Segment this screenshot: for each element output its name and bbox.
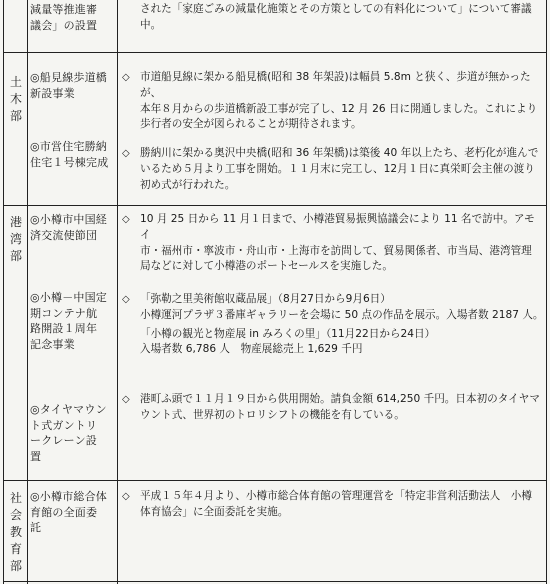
item-line: ト式ガントリ bbox=[30, 418, 98, 432]
diamond-bullet-icon: ◇ bbox=[122, 294, 130, 305]
desc-katsunai-housing bbox=[122, 146, 544, 193]
desc-line: 本年８月からの歩道橋新設工事が完了し、12 月 26 日に開通しました。これにより bbox=[140, 102, 538, 115]
diamond-bullet-icon: ◇ bbox=[122, 491, 130, 502]
row-divider-2 bbox=[3, 205, 547, 206]
dept-social-education bbox=[3, 490, 29, 575]
dept-char: 部 bbox=[9, 249, 22, 263]
dept-char: 土 bbox=[9, 75, 22, 89]
item-china-delegation bbox=[30, 212, 116, 243]
item-line: ◎小樽市中国経 bbox=[30, 213, 107, 226]
item-line: ◎小樽市総合体 bbox=[30, 490, 107, 503]
item-line: 路開設１周年 bbox=[30, 322, 98, 335]
dept-char: 部 bbox=[9, 559, 22, 573]
desc-line: 局などに対して小樽港のポートセールスを実施した。 bbox=[140, 260, 393, 273]
desc-funami-footbridge bbox=[122, 70, 544, 133]
item-funami-footbridge bbox=[30, 70, 116, 101]
row-divider-1 bbox=[3, 52, 547, 53]
item-line: 住宅１号棟完成 bbox=[30, 155, 109, 169]
table-border-bottom bbox=[3, 581, 547, 582]
dept-char: 港 bbox=[9, 215, 22, 229]
dept-char: 木 bbox=[9, 92, 22, 106]
item-gantry-crane bbox=[30, 402, 116, 464]
desc-line: された「家庭ごみの減量化施策とその方策としての有料化について」について審議 bbox=[140, 3, 532, 15]
desc-line: 小樽運河プラザ３番庫ギャラリーを会場に 50 点の作品を展示。入場者数 2187 人。 bbox=[140, 308, 544, 321]
diamond-bullet-icon: ◇ bbox=[122, 394, 130, 405]
row-divider-3 bbox=[3, 480, 547, 481]
desc-line: 「小樽の観光と物産展 in みろくの里」（11月22日から24日） bbox=[140, 327, 436, 340]
item-line: 置 bbox=[30, 449, 42, 463]
dept-char: 社 bbox=[9, 491, 22, 505]
item-line: 新設事業 bbox=[30, 86, 75, 100]
desc-line: 歩行者の安全が図られることが期待されます。 bbox=[140, 118, 362, 131]
item-container-route-anniversary bbox=[30, 290, 116, 352]
desc-line: いるため５月より工事を開始。１１月末に完工し、12月１日に真栄町会主催の渡り bbox=[140, 162, 535, 175]
desc-container-route-anniversary bbox=[122, 292, 544, 358]
column-divider-item bbox=[117, 0, 118, 584]
diamond-bullet-icon: ◇ bbox=[122, 72, 130, 83]
item-waste-council bbox=[30, 2, 116, 33]
item-line: ◎船見線歩道橋 bbox=[30, 71, 107, 84]
desc-line: 勝納川に架かる奥沢中央橋(昭和 36 年架橋)は築後 40 年以上たち、老朽化が進んで bbox=[140, 147, 539, 159]
item-katsunai-housing bbox=[30, 139, 116, 170]
desc-china-delegation bbox=[122, 212, 544, 275]
desc-line: 市道船見線に架かる船見橋(昭和 38 年架設)は幅員 5.8m と狭く、歩道が無かったが、 bbox=[140, 71, 531, 99]
item-line: ◎市営住宅勝納 bbox=[30, 140, 107, 153]
dept-char: 教 bbox=[9, 525, 22, 539]
item-line: ◎小樽－中国定 bbox=[30, 291, 107, 304]
desc-line: 「弥勒之里美術館収蔵品展」（8月27日から9月6日） bbox=[140, 293, 391, 305]
item-line: 済交流使節団 bbox=[30, 228, 98, 242]
dept-char: 会 bbox=[9, 508, 22, 522]
item-line: ークレーン設 bbox=[30, 434, 97, 447]
item-line: 期コンテナ航 bbox=[30, 306, 98, 320]
item-line: 記念事業 bbox=[30, 337, 75, 351]
dept-char: 湾 bbox=[9, 232, 22, 246]
dept-civil-engineering bbox=[3, 74, 29, 125]
dept-port-harbor bbox=[3, 214, 29, 265]
desc-gymnasium-outsourcing bbox=[122, 489, 544, 521]
desc-line: 市・福州市・寧波市・舟山市・上海市を訪問して、貿易関係者、市当局、港湾管理 bbox=[140, 244, 532, 257]
item-line: 育館の全面委 bbox=[30, 505, 98, 519]
item-line: 託 bbox=[30, 521, 42, 534]
table-border-right bbox=[546, 0, 547, 584]
desc-line: 初め式が行われた。 bbox=[140, 178, 236, 191]
item-line: 減量等推進審 bbox=[30, 3, 98, 16]
desc-waste-council bbox=[140, 2, 546, 34]
desc-line: 港町ふ頭で１１月１９日から供用開始。請負金額 614,250 千円。日本初のタイヤマ bbox=[140, 393, 540, 405]
item-gymnasium-outsourcing bbox=[30, 489, 116, 536]
dept-char: 育 bbox=[9, 542, 22, 556]
item-line: 議会」の設置 bbox=[30, 18, 98, 32]
diamond-bullet-icon: ◇ bbox=[122, 148, 130, 159]
desc-line: 入場者数 6,786 人 物産展総売上 1,629 千円 bbox=[140, 343, 363, 356]
desc-line: 10 月 25 日から 11 月１日まで、小樽港貿易振興協議会により 11 名で訪中。アモイ bbox=[140, 213, 535, 241]
item-line: ◎タイヤマウン bbox=[30, 403, 107, 416]
dept-char: 部 bbox=[9, 109, 22, 123]
desc-line: 体育協会」に全面委託を実施。 bbox=[140, 505, 289, 518]
desc-line: ウント式、世界初のトロリシフトの機能を有している。 bbox=[140, 408, 405, 421]
diamond-bullet-icon: ◇ bbox=[122, 214, 130, 225]
desc-gantry-crane bbox=[122, 392, 544, 424]
desc-line: 平成１５年４月より、小樽市総合体育館の管理運営を「特定非営利活動法人 小樽 bbox=[140, 490, 532, 502]
desc-line: 中。 bbox=[140, 18, 162, 31]
